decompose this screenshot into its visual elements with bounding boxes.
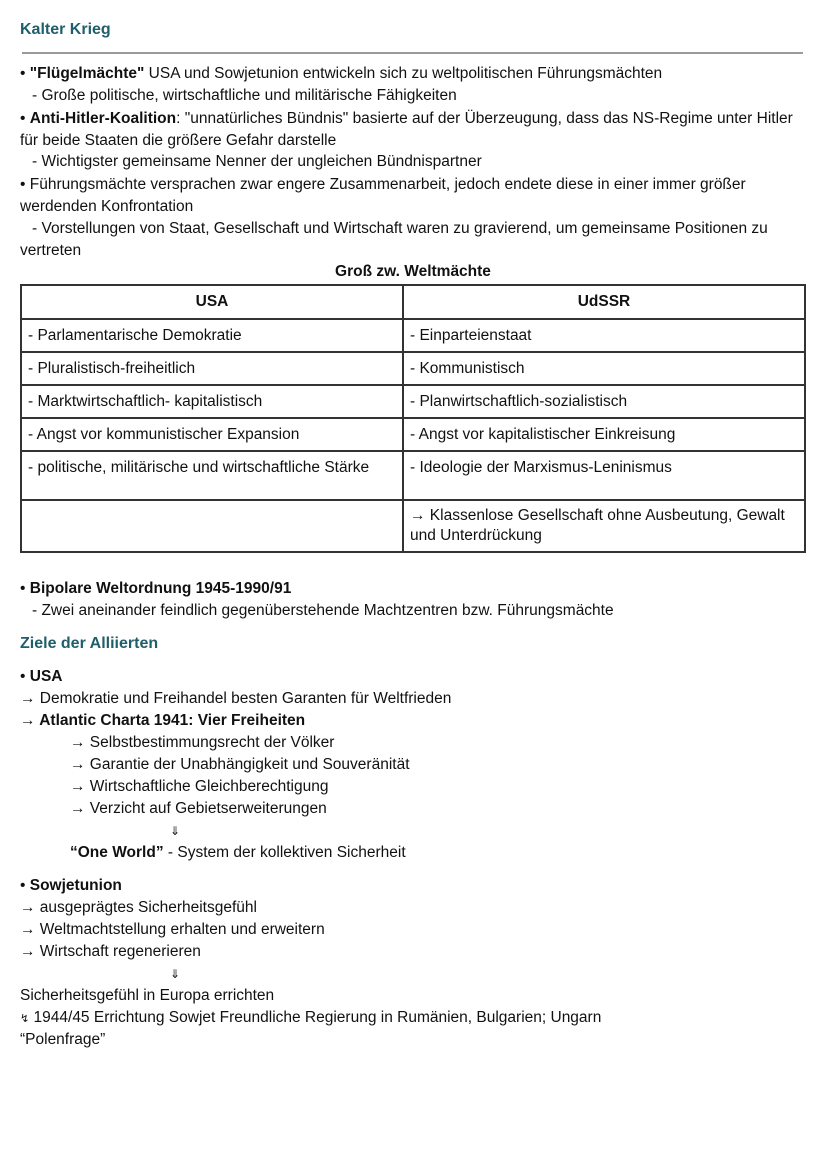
bipolar-item <box>20 579 291 599</box>
down-arrow-icon: ⇓ <box>170 824 181 838</box>
intro-sub-1: - Große politische, wirtschaftliche und militärische Fähigkeiten <box>32 87 457 104</box>
table-cell-usa: - politische, militärische und wirtschaftliche Stärke <box>21 451 403 500</box>
one-world-text: - System der kollektiven Sicherheit <box>163 844 406 861</box>
table-cell-udssr: → Klassenlose Gesellschaft ohne Ausbeutung, Gewalt und Unterdrückung <box>403 500 805 552</box>
freedom-item: → Wirtschaftliche Gleichberechtigung <box>70 778 329 795</box>
table-cell-udssr: - Angst vor kapitalistischer Einkreisung <box>403 418 805 451</box>
page-title: Kalter Krieg <box>20 21 111 38</box>
table-header-row <box>21 285 805 319</box>
bullet: • <box>20 877 26 894</box>
freedom-item: → Verzicht auf Gebietserweiterungen <box>70 800 327 817</box>
ussr-item <box>20 876 122 896</box>
intro-item-2-text: : "unnatürliches Bündnis" basierte auf der Überzeugung, dass das NS-Regime unter Hitler für beide Staaten die größere Gefahr darstelle <box>20 110 793 149</box>
allies-heading: Ziele der Alliierten <box>20 635 159 652</box>
intro-item-2 <box>20 108 806 152</box>
bullet: • <box>20 65 26 82</box>
lightning-arrow-icon: ↯ <box>20 1013 30 1025</box>
table-caption: Groß zw. Weltmächte <box>335 263 491 280</box>
polenfrage: “Polenfrage” <box>20 1031 106 1048</box>
intro-sub-3: - Vorstellungen von Staat, Gesellschaft und Wirtschaft waren zu gravierend, um gemeinsame Positionen zu vertreten <box>20 220 768 259</box>
intro-item-1-bold: "Flügelmächte" <box>29 65 145 82</box>
ussr-result: Sicherheitsgefühl in Europa errichten <box>20 987 275 1004</box>
table-cell-udssr: - Kommunistisch <box>403 352 805 385</box>
table-row <box>21 352 805 385</box>
comparison-table <box>20 284 806 553</box>
table-header-usa: USA <box>21 285 403 319</box>
intro-item-1 <box>20 64 662 84</box>
usa-item <box>20 667 62 687</box>
bullet: • <box>20 668 26 685</box>
title-divider <box>22 52 803 54</box>
table-cell-usa: - Marktwirtschaftlich- kapitalistisch <box>21 385 403 418</box>
bullet: • <box>20 110 26 127</box>
table-cell-usa <box>21 500 403 552</box>
table-cell-udssr: - Planwirtschaftlich-sozialistisch <box>403 385 805 418</box>
bullet: • <box>20 580 26 597</box>
table-cell-usa: - Parlamentarische Demokratie <box>21 319 403 352</box>
ussr-title: Sowjetunion <box>29 877 122 894</box>
ussr-consequence <box>20 1008 601 1029</box>
table-cell-udssr: - Ideologie der Marxismus-Leninismus <box>403 451 805 500</box>
table-row <box>21 418 805 451</box>
ussr-point: → Wirtschaft regenerieren <box>20 943 201 960</box>
one-world-bold: “One World” <box>70 844 164 861</box>
table-header-udssr: UdSSR <box>403 285 805 319</box>
bipolar-sub: - Zwei aneinander feindlich gegenüberstehende Machtzentren bzw. Führungsmächte <box>32 602 614 619</box>
table-cell-usa: - Pluralistisch-freiheitlich <box>21 352 403 385</box>
freedom-item: → Selbstbestimmungsrecht der Völker <box>70 734 335 751</box>
intro-item-3-text: Führungsmächte versprachen zwar engere Zusammenarbeit, jedoch endete diese in einer immer größer werdenden Konfrontation <box>20 176 746 215</box>
usa-title: USA <box>29 668 63 685</box>
intro-sub-2: - Wichtigster gemeinsame Nenner der ungleichen Bündnispartner <box>32 153 482 170</box>
intro-item-3 <box>20 174 806 218</box>
atlantic-charter-title: → Atlantic Charta 1941: Vier Freiheiten <box>20 712 306 729</box>
table-row <box>21 319 805 352</box>
table-row <box>21 451 805 500</box>
ussr-point: → ausgeprägtes Sicherheitsgefühl <box>20 899 257 916</box>
one-world-result <box>70 843 406 863</box>
bipolar-title: Bipolare Weltordnung 1945-1990/91 <box>29 580 292 597</box>
table-cell-usa: - Angst vor kommunistischer Expansion <box>21 418 403 451</box>
bullet: • <box>20 176 26 193</box>
freedom-item: → Garantie der Unabhängigkeit und Souveränität <box>70 756 410 773</box>
intro-item-2-bold: Anti-Hitler-Koalition <box>29 110 177 127</box>
intro-item-1-text: USA und Sowjetunion entwickeln sich zu weltpolitischen Führungsmächten <box>144 65 663 82</box>
ussr-point: → Weltmachtstellung erhalten und erweitern <box>20 921 325 938</box>
ussr-consequence-text: 1944/45 Errichtung Sowjet Freundliche Regierung in Rumänien, Bulgarien; Ungarn <box>29 1009 602 1026</box>
down-arrow-icon: ⇓ <box>170 967 181 981</box>
table-cell-udssr: - Einparteienstaat <box>403 319 805 352</box>
table-row <box>21 500 805 552</box>
usa-point: → Demokratie und Freihandel besten Garanten für Weltfrieden <box>20 690 452 707</box>
table-row <box>21 385 805 418</box>
